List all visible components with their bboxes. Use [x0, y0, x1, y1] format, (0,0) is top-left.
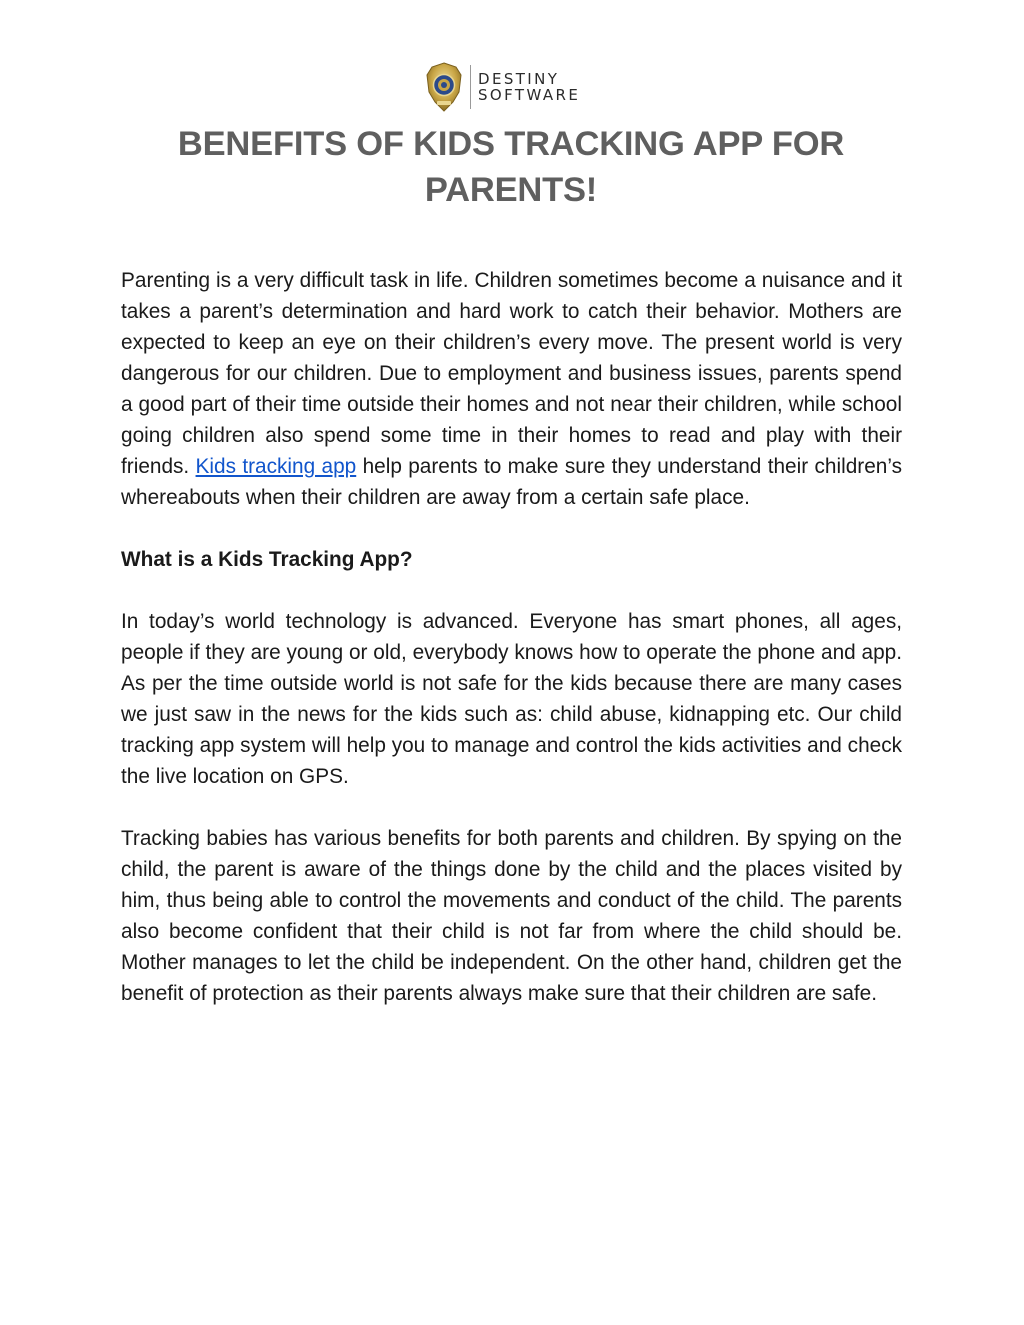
police-badge-icon	[426, 62, 462, 112]
intro-text-after-link: help parents to make sure they understand their children’s whereabouts when their children are away from a certain safe place.	[121, 455, 902, 509]
intro-text-before-link: Parenting is a very difficult task in life. Children sometimes become a nuisance and it takes a parent’s determination and hard work to catch their behavior. Mothers are expected to keep an eye on their children’s every move. The present world is very dangerous for our children. Due to employment and business issues, parents spend a good part of their time outside their homes and not near their children, while school going children also spend some time in their homes to read and play with their friends.	[121, 269, 902, 478]
page-title: BENEFITS OF KIDS TRACKING APP FOR PARENTS!	[177, 125, 845, 209]
paragraph-technology: In today’s world technology is advanced. Everyone has smart phones, all ages, people if they are young or old, everybody knows how to operate the phone and app. As per the time outside world is not safe for the kids because there are many cases we just saw in the news for the kids such as: child abuse, kidnapping etc. Our child tracking app system will help you to manage and control the kids activities and check the live location on GPS.	[121, 610, 902, 788]
brand-logo	[426, 62, 580, 112]
logo-line-1: DESTINY	[478, 70, 560, 88]
document-body	[121, 265, 902, 1040]
section-heading: What is a Kids Tracking App?	[121, 548, 413, 571]
logo-wordmark	[478, 71, 580, 103]
paragraph-benefits: Tracking babies has various benefits for both parents and children. By spying on the child, the parent is aware of the things done by the child and the places visited by him, thus being able to control the movements and conduct of the child. The parents also become confident that their child is not far from where the child should be. Mother manages to let the child be independent. On the other hand, children get the benefit of protection as their parents always make sure that their children are safe.	[121, 827, 902, 1005]
kids-tracking-app-link[interactable]: Kids tracking app	[195, 455, 357, 478]
logo-divider	[470, 65, 471, 109]
intro-paragraph	[121, 265, 902, 513]
logo-line-2: SOFTWARE	[478, 86, 581, 104]
